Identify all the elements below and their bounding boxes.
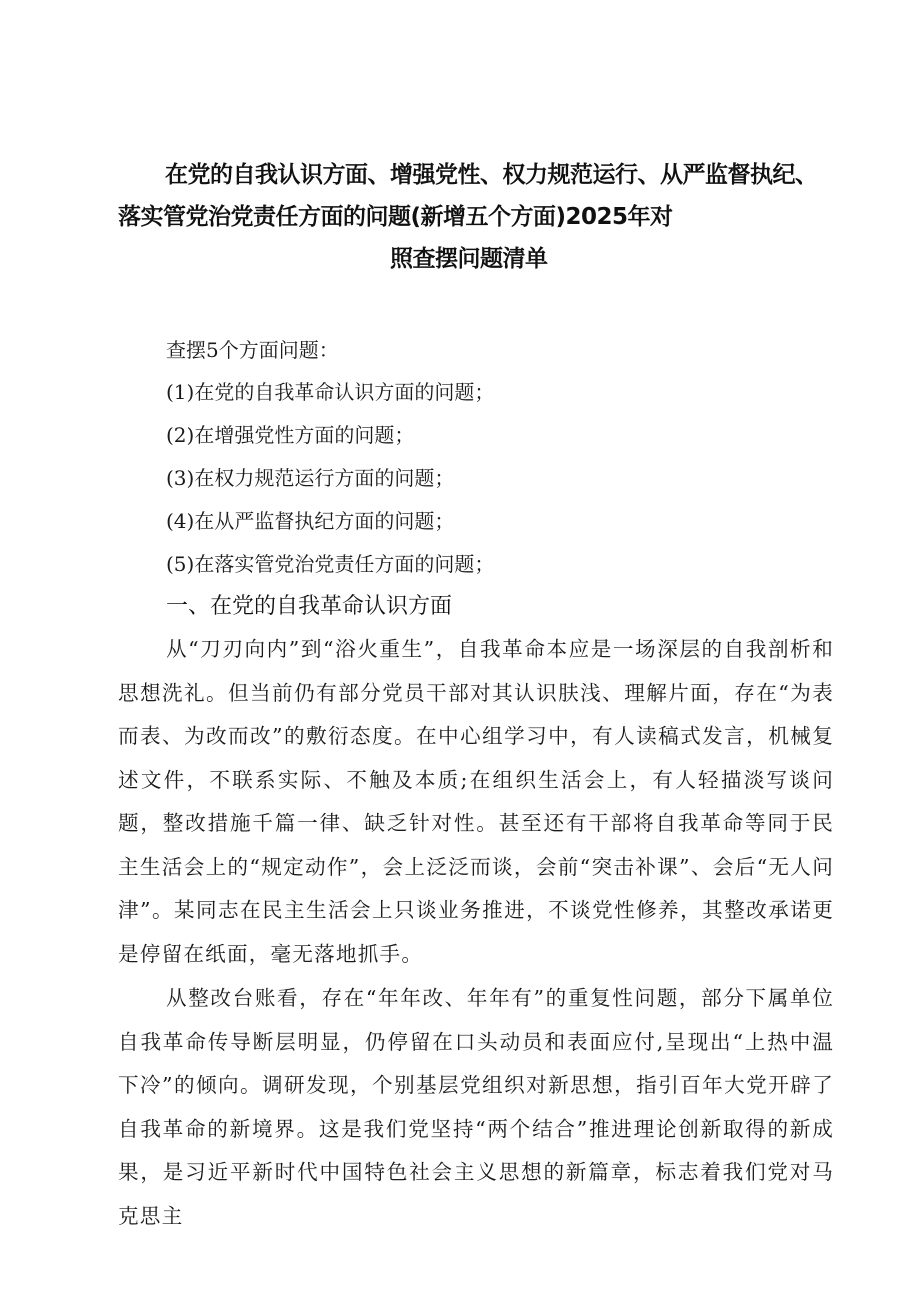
problem-item-5: (5)在落实管党治党责任方面的问题； <box>166 552 495 576</box>
section-heading: 一、在党的自我革命认识方面 <box>166 594 453 619</box>
body-paragraph-2: 从整改台账看，存在“年年改、年年有”的重复性问题，部分下属单位自我革命传导断层明显，仍停留在口头动员和表面应付,呈现出“上热中温下冷”的倾向。调研发现，个别基层党组织对新思想，指引百年大党开辟了自我革命的新境界。这是我们党坚持“两个结合”推进理论创新取得的新成果，是习近平新时代中国特色社会主义思想的新篇章，标志着我们党对马克思主 <box>118 986 834 1228</box>
document-title-line-3: 照查摆问题清单 <box>390 246 548 272</box>
intro-text: 查摆5个方面问题： <box>166 338 339 362</box>
problem-item-4: (4)在从严监督执纪方面的问题； <box>166 509 455 533</box>
problem-item-3: (3)在权力规范运行方面的问题； <box>166 466 455 490</box>
body-paragraph-1: 从“刀刃向内”到“浴火重生”，自我革命本应是一场深层的自我剖析和思想洗礼。但当前仍有部分党员干部对其认识肤浅、理解片面，存在“为表而表、为改而改”的敷衍态度。在中心组学习中，有人读稿式发言，机械复述文件，不联系实际、不触及本质;在组织生活会上，有人轻描淡写谈问题，整改措施千篇一律、缺乏针对性。甚至还有干部将自我革命等同于民主生活会上的“规定动作”，会上泛泛而谈，会前“突击补课”、会后“无人问津”。某同志在民主生活会上只谈业务推进，不谈党性修养，其整改承诺更是停留在纸面，毫无落地抓手。 <box>118 637 834 966</box>
document-title-line-1: 在党的自我认识方面、增强党性、权力规范运行、从严监督执纪、 <box>165 162 818 188</box>
problem-item-2: (2)在增强党性方面的问题； <box>166 423 415 447</box>
document-title-line-2: 落实管党治党责任方面的问题(新增五个方面)2025年对 <box>118 204 673 230</box>
problem-item-1: (1)在党的自我革命认识方面的问题； <box>166 380 495 404</box>
